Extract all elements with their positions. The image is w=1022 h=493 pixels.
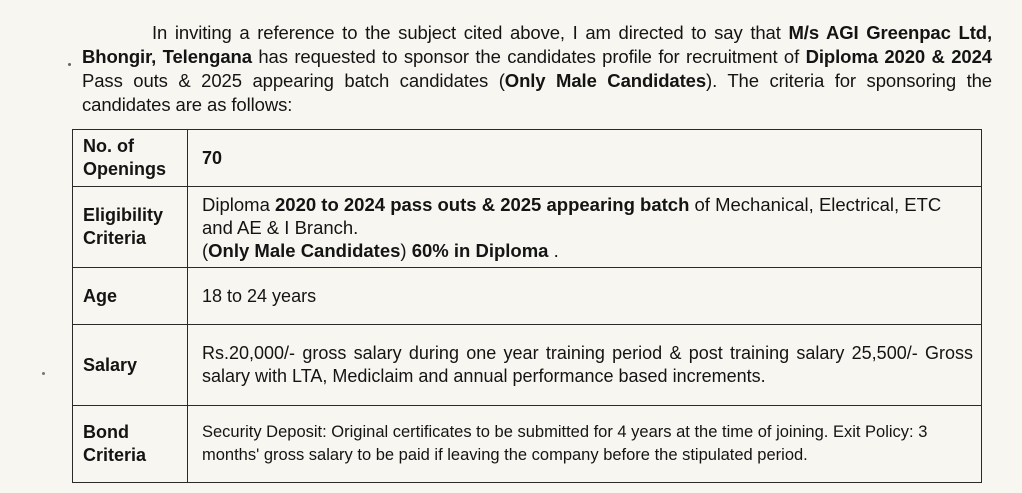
intro-paragraph — [82, 21, 992, 117]
eligibility-label: Eligibility Criteria — [73, 187, 188, 268]
table-row — [73, 130, 982, 187]
salary-value: Rs.20,000/- gross salary during one year training period & post training salary 25,500/- Gross salary with LTA, Mediclaim and annual performance based increments. — [188, 325, 982, 406]
openings-label: No. of Openings — [73, 130, 188, 187]
eligibility-value: Diploma 2020 to 2024 pass outs & 2025 appearing batch of Mechanical, Electrical, ETC and AE & I Branch. (Only Male Candidates) 60% in Diploma . — [188, 187, 982, 268]
intro-text: has requested to sponsor the candidates profile for recruitment of — [251, 45, 806, 67]
criteria-table — [72, 129, 982, 483]
age-value: 18 to 24 years — [188, 268, 982, 325]
candidate-gender: Only Male Candidates — [504, 69, 707, 91]
table-row — [73, 325, 982, 406]
table-row — [73, 187, 982, 268]
openings-value: 70 — [188, 130, 982, 187]
course-years: Diploma 2020 & 2024 — [805, 45, 992, 67]
bond-label: Bond Criteria — [73, 406, 188, 483]
intro-text: In inviting a reference to the subject cited above, I am directed to say that — [152, 21, 789, 43]
table-row — [73, 406, 982, 483]
age-label: Age — [73, 268, 188, 325]
salary-label: Salary — [73, 325, 188, 406]
bond-value: Security Deposit: Original certificates to be submitted for 4 years at the time of joining. Exit Policy: 3 months' gross salary to be paid if leaving the company before the stipulated period. — [188, 406, 982, 483]
scan-speck — [68, 63, 71, 66]
table-row — [73, 268, 982, 325]
scan-speck — [42, 372, 45, 375]
intro-text: Pass outs & 2025 appearing batch candidates ( — [82, 69, 505, 91]
company-name: M/s AGI Greenpac Ltd, Bhongir, Telengana — [82, 21, 992, 67]
intro-text: ). The criteria for sponsoring the candidates are as follows: — [82, 69, 993, 115]
